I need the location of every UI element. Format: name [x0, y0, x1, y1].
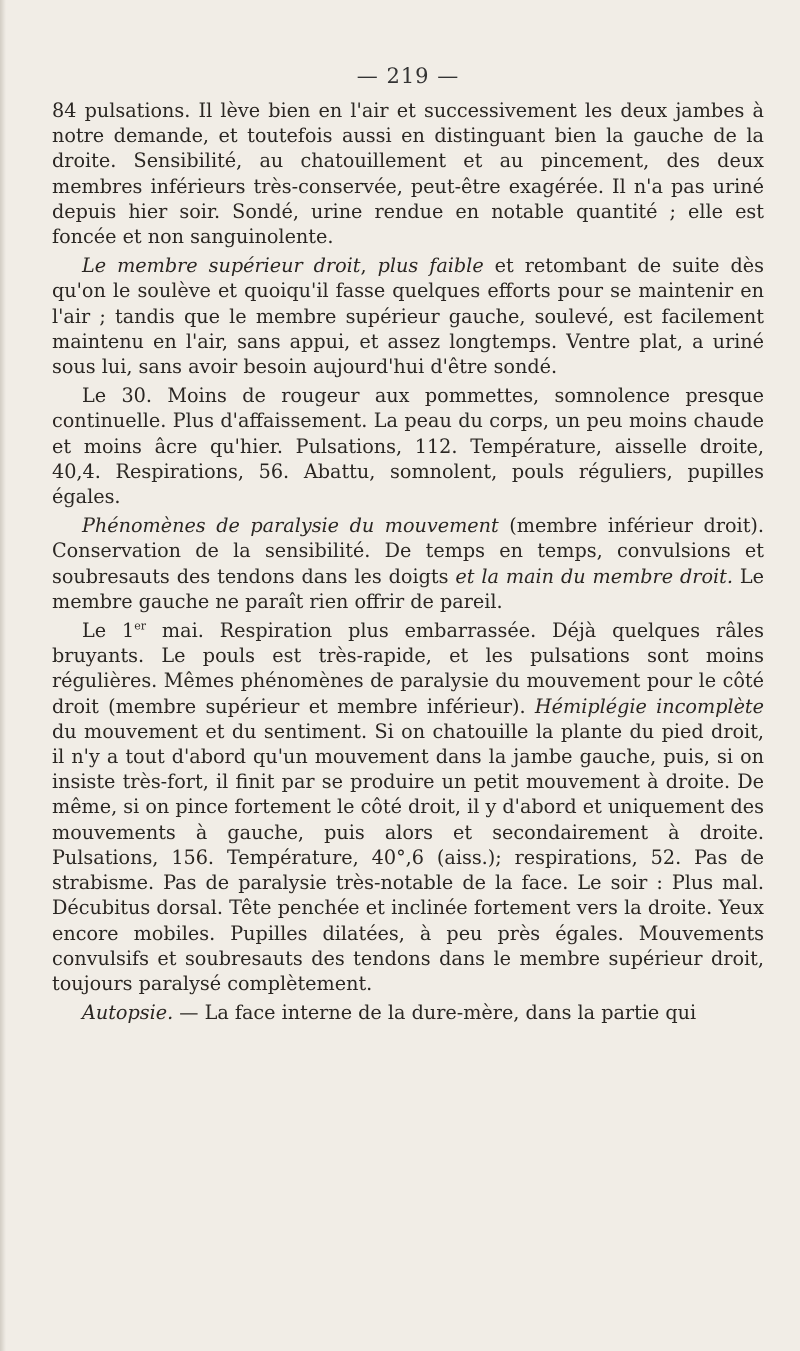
paragraph-2-italic-2: plus faible [377, 254, 484, 278]
paragraph-5 [52, 618, 764, 996]
paragraph-4-text-1: (membre inférieur droit). Conservation de la sensibilité. De temps en temps, convulsions et soubresauts des tendons dans les doigts [52, 514, 764, 588]
paragraph-6-italic-1: Autopsie. [82, 1001, 174, 1025]
paragraph-4-italic-1: Phénomènes de paralysie du mouvement [82, 514, 499, 538]
paragraph-5-text-1: Le 1 [82, 619, 135, 643]
paragraph-3 [52, 383, 764, 509]
paragraph-5-superscript: er [134, 619, 147, 633]
paragraph-4-italic-2: et la main du membre droit. [455, 564, 733, 588]
paragraph-6 [52, 1000, 764, 1025]
paragraph-6-text-1: — La face interne de la dure-mère, dans la partie qui [173, 1001, 697, 1025]
paragraph-2-italic-1: Le membre supérieur droit [82, 254, 361, 278]
paragraph-5-text-2: mai. Respiration plus embarrassée. Déjà quelques râles bruyants. Le pouls est très-rapide, et les pulsations sont moins régulières. Mêmes phénomènes de paralysie du mouvement pour le côté droit (membre supérieur et membre inférieur). [52, 619, 765, 718]
paragraph-4-text-2: Le membre gauche ne paraît rien offrir de pareil. [52, 564, 764, 613]
paragraph-2-text-1: , [360, 254, 378, 278]
page-edge-shadow [0, 0, 6, 1351]
paragraph-1 [52, 98, 764, 249]
paragraph-2-text-2: et retombant de suite dès qu'on le soulève et quoiqu'il fasse quelques efforts pour se maintenir en l'air ; tandis que le membre supérieur gauche, soulevé, est facilement maintenu en l'air, sans appui, et assez longtemps. Ventre plat, a uriné sous lui, sans avoir besoin aujourd'hui d'être sondé. [52, 254, 764, 379]
paragraph-5-italic-1: Hémiplégie incomplète [534, 694, 764, 718]
paragraph-5-text-3: du mouvement et du sentiment. Si on chatouille la plante du pied droit, il n'y a tout d'abord qu'un mouvement dans la jambe gauche, puis, si on insiste très-fort, il finit par se produire un petit mouvement à droite. De même, si on pince fortement le côté droit, il y d'abord et uniquement des mouvements à gauche, puis alors et secondairement à droite. Pulsations, 156. Température, 40°,6 (aiss.); respirations, 52. Pas de strabisme. Pas de paralysie très-notable de la face. Le soir : Plus mal. Décubitus dorsal. Tête penchée et inclinée fortement vers la droite. Yeux encore mobiles. Pupilles dilatées, à peu près égales. Mouvements convulsifs et soubresauts des tendons dans le membre supérieur droit, toujours paralysé complètement. [52, 719, 764, 995]
book-page [52, 64, 764, 1025]
page-number: — 219 — [356, 64, 460, 88]
paragraph-1-text: 84 pulsations. Il lève bien en l'air et successivement les deux jambes à notre demande, et toutefois aussi en distinguant bien la gauche de la droite. Sensibilité, au chatouillement et au pincement, des deux membres inférieurs très-conservée, peut-être exagérée. Il n'a pas uriné depuis hier soir. Sondé, urine rendue en notable quantité ; elle est foncée et non sanguinolente. [52, 99, 764, 249]
paragraph-3-text: Le 30. Moins de rougeur aux pommettes, somnolence presque continuelle. Plus d'affaissement. La peau du corps, un peu moins chaude et moins âcre qu'hier. Pulsations, 112. Température, aisselle droite, 40,4. Respirations, 56. Abattu, somnolent, pouls réguliers, pupilles égales. [52, 384, 764, 509]
paragraph-2 [52, 253, 764, 379]
paragraph-4 [52, 513, 764, 614]
